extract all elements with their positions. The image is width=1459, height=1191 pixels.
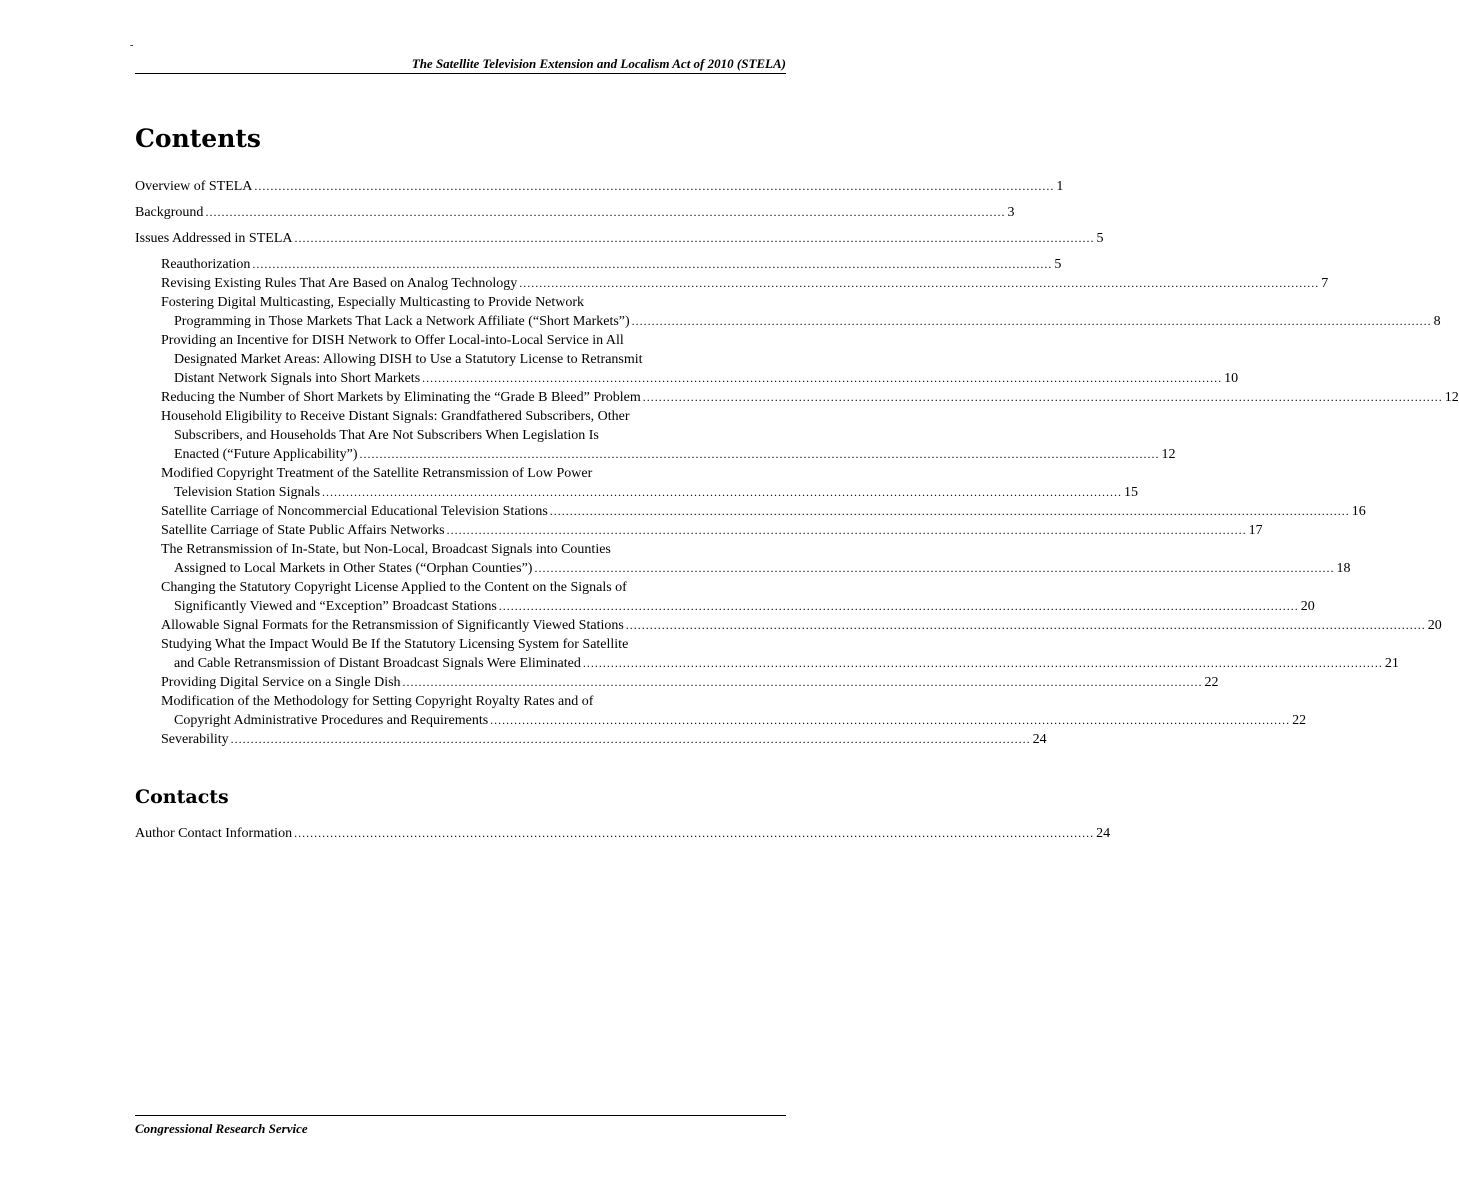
dot-leader: ........................................................................................................................................................................................................ (422, 371, 1223, 385)
toc-entry[interactable] (135, 177, 1064, 196)
toc-page-number: 5 (1096, 231, 1104, 246)
dot-leader: ........................................................................................................................................................................................................ (322, 485, 1123, 499)
toc-page-number: 3 (1007, 205, 1015, 220)
toc-entry-text: Overview of STELA (135, 179, 253, 194)
dot-leader: ........................................................................................................................................................................................................ (294, 826, 1095, 840)
header-divider (135, 73, 786, 74)
toc-page-number: 20 (1427, 618, 1442, 633)
toc-entry[interactable] (135, 407, 1176, 464)
toc-entry[interactable] (135, 540, 1351, 578)
dot-leader: ........................................................................................................................................................................................................ (252, 257, 1053, 271)
toc-entry[interactable] (135, 673, 1219, 692)
running-header: The Satellite Television Extension and Localism Act of 2010 (STELA) (411, 56, 786, 71)
toc-entry-text: Background (135, 205, 204, 220)
footer-divider (135, 1115, 786, 1116)
dot-leader: ........................................................................................................................................................................................................ (446, 523, 1247, 537)
toc-entry-text: Author Contact Information (135, 826, 293, 841)
footer-text: Congressional Research Service (135, 1121, 308, 1136)
dot-leader: ........................................................................................................................................................................................................ (534, 561, 1335, 575)
toc-page-number: 22 (1292, 713, 1307, 728)
toc-entry-text: Changing the Statutory Copyright License Applied to the Content on the Signals of (161, 580, 627, 595)
toc-entry[interactable] (135, 331, 1239, 388)
toc-entry-text: Subscribers, and Households That Are Not Subscribers When Legislation Is (174, 428, 599, 443)
toc-page-number: 18 (1336, 561, 1351, 576)
toc-entry[interactable] (135, 730, 1047, 749)
toc-entry[interactable] (135, 388, 1459, 407)
toc-entry-text: Enacted (“Future Applicability”) (174, 447, 358, 462)
toc-entry-text: Satellite Carriage of Noncommercial Educational Television Stations (161, 504, 548, 519)
toc-page-number: 24 (1032, 732, 1047, 747)
dot-leader: ........................................................................................................................................................................................................ (294, 231, 1095, 245)
toc-entry[interactable] (135, 502, 1366, 521)
dot-leader: ........................................................................................................................................................................................................ (230, 732, 1031, 746)
dot-leader: ........................................................................................................................................................................................................ (642, 390, 1443, 404)
toc-entry[interactable] (135, 229, 1104, 248)
toc-page-number: 21 (1384, 656, 1399, 671)
toc-entry-text: Modification of the Methodology for Setting Copyright Royalty Rates and of (161, 694, 594, 709)
toc-entry-text: Reducing the Number of Short Markets by Eliminating the “Grade B Bleed” Problem (161, 390, 641, 405)
toc-entry[interactable] (135, 464, 1139, 502)
toc-page-number: 24 (1096, 826, 1111, 841)
contacts-list (135, 824, 1111, 850)
toc-page-number: 8 (1433, 314, 1441, 329)
dot-leader: ........................................................................................................................................................................................................ (498, 599, 1299, 613)
toc-entry[interactable] (135, 616, 1442, 635)
dot-leader: ........................................................................................................................................................................................................ (625, 618, 1426, 632)
toc-page-number: 12 (1444, 390, 1459, 405)
dot-leader: ........................................................................................................................................................................................................ (254, 179, 1055, 193)
dot-leader: ........................................................................................................................................................................................................ (549, 504, 1350, 518)
toc-page-number: 10 (1224, 371, 1239, 386)
toc-page-number: 17 (1248, 523, 1263, 538)
toc-entry[interactable] (135, 274, 1329, 293)
dot-leader: ........................................................................................................................................................................................................ (205, 205, 1006, 219)
page-mark: - (130, 40, 134, 51)
toc-entry[interactable] (135, 824, 1111, 843)
toc-entry-text: Fostering Digital Multicasting, Especially Multicasting to Provide Network (161, 295, 585, 310)
toc-entry[interactable] (135, 521, 1263, 540)
toc-page-number: 1 (1056, 179, 1064, 194)
toc-entry[interactable] (135, 293, 1441, 331)
toc-page-number: 12 (1161, 447, 1176, 462)
toc-entry[interactable] (135, 692, 1307, 730)
dot-leader: ........................................................................................................................................................................................................ (490, 713, 1291, 727)
toc-entry-text: Revising Existing Rules That Are Based on Analog Technology (161, 276, 518, 291)
toc-entry-text: Studying What the Impact Would Be If the Statutory Licensing System for Satellite (161, 637, 629, 652)
toc-entry[interactable] (135, 635, 1399, 673)
toc-entry-text: Providing an Incentive for DISH Network to Offer Local-into-Local Service in All (161, 333, 624, 348)
dot-leader: ........................................................................................................................................................................................................ (402, 675, 1203, 689)
toc-entry[interactable] (135, 203, 1015, 222)
toc-page-number: 22 (1204, 675, 1219, 690)
toc-entry-text: Reauthorization (161, 257, 251, 272)
toc-entry-text: Copyright Administrative Procedures and Requirements (174, 713, 489, 728)
toc-entry-text: Allowable Signal Formats for the Retransmission of Significantly Viewed Stations (161, 618, 624, 633)
toc-entry-text: Distant Network Signals into Short Markets (174, 371, 421, 386)
toc-entry-text: Satellite Carriage of State Public Affairs Networks (161, 523, 445, 538)
toc-entry-text: Modified Copyright Treatment of the Satellite Retransmission of Low Power (161, 466, 593, 481)
toc-entry-text: Significantly Viewed and “Exception” Broadcast Stations (174, 599, 497, 614)
table-of-contents (135, 177, 1459, 749)
toc-page-number: 7 (1321, 276, 1329, 291)
contacts-heading: Contacts (135, 786, 229, 808)
toc-entry-text: Television Station Signals (174, 485, 321, 500)
toc-page-number: 15 (1124, 485, 1139, 500)
toc-entry[interactable] (135, 255, 1062, 274)
dot-leader: ........................................................................................................................................................................................................ (582, 656, 1383, 670)
toc-entry-text: Providing Digital Service on a Single Dish (161, 675, 401, 690)
toc-entry-text: Assigned to Local Markets in Other States (“Orphan Counties”) (174, 561, 533, 576)
toc-page-number: 20 (1300, 599, 1315, 614)
toc-entry-text: Programming in Those Markets That Lack a Network Affiliate (“Short Markets”) (174, 314, 630, 329)
toc-entry-text: The Retransmission of In-State, but Non-Local, Broadcast Signals into Counties (161, 542, 611, 557)
toc-entry[interactable] (135, 578, 1315, 616)
toc-entry-text: Household Eligibility to Receive Distant Signals: Grandfathered Subscribers, Other (161, 409, 630, 424)
dot-leader: ........................................................................................................................................................................................................ (359, 447, 1160, 461)
toc-entry-text: Designated Market Areas: Allowing DISH to Use a Statutory License to Retransmit (174, 352, 643, 367)
dot-leader: ........................................................................................................................................................................................................ (519, 276, 1320, 290)
toc-entry-text: and Cable Retransmission of Distant Broadcast Signals Were Eliminated (174, 656, 581, 671)
dot-leader: ........................................................................................................................................................................................................ (631, 314, 1432, 328)
toc-page-number: 5 (1054, 257, 1062, 272)
toc-entry-text: Issues Addressed in STELA (135, 231, 293, 246)
toc-page-number: 16 (1351, 504, 1366, 519)
contents-heading: Contents (135, 124, 262, 153)
toc-entry-text: Severability (161, 732, 229, 747)
